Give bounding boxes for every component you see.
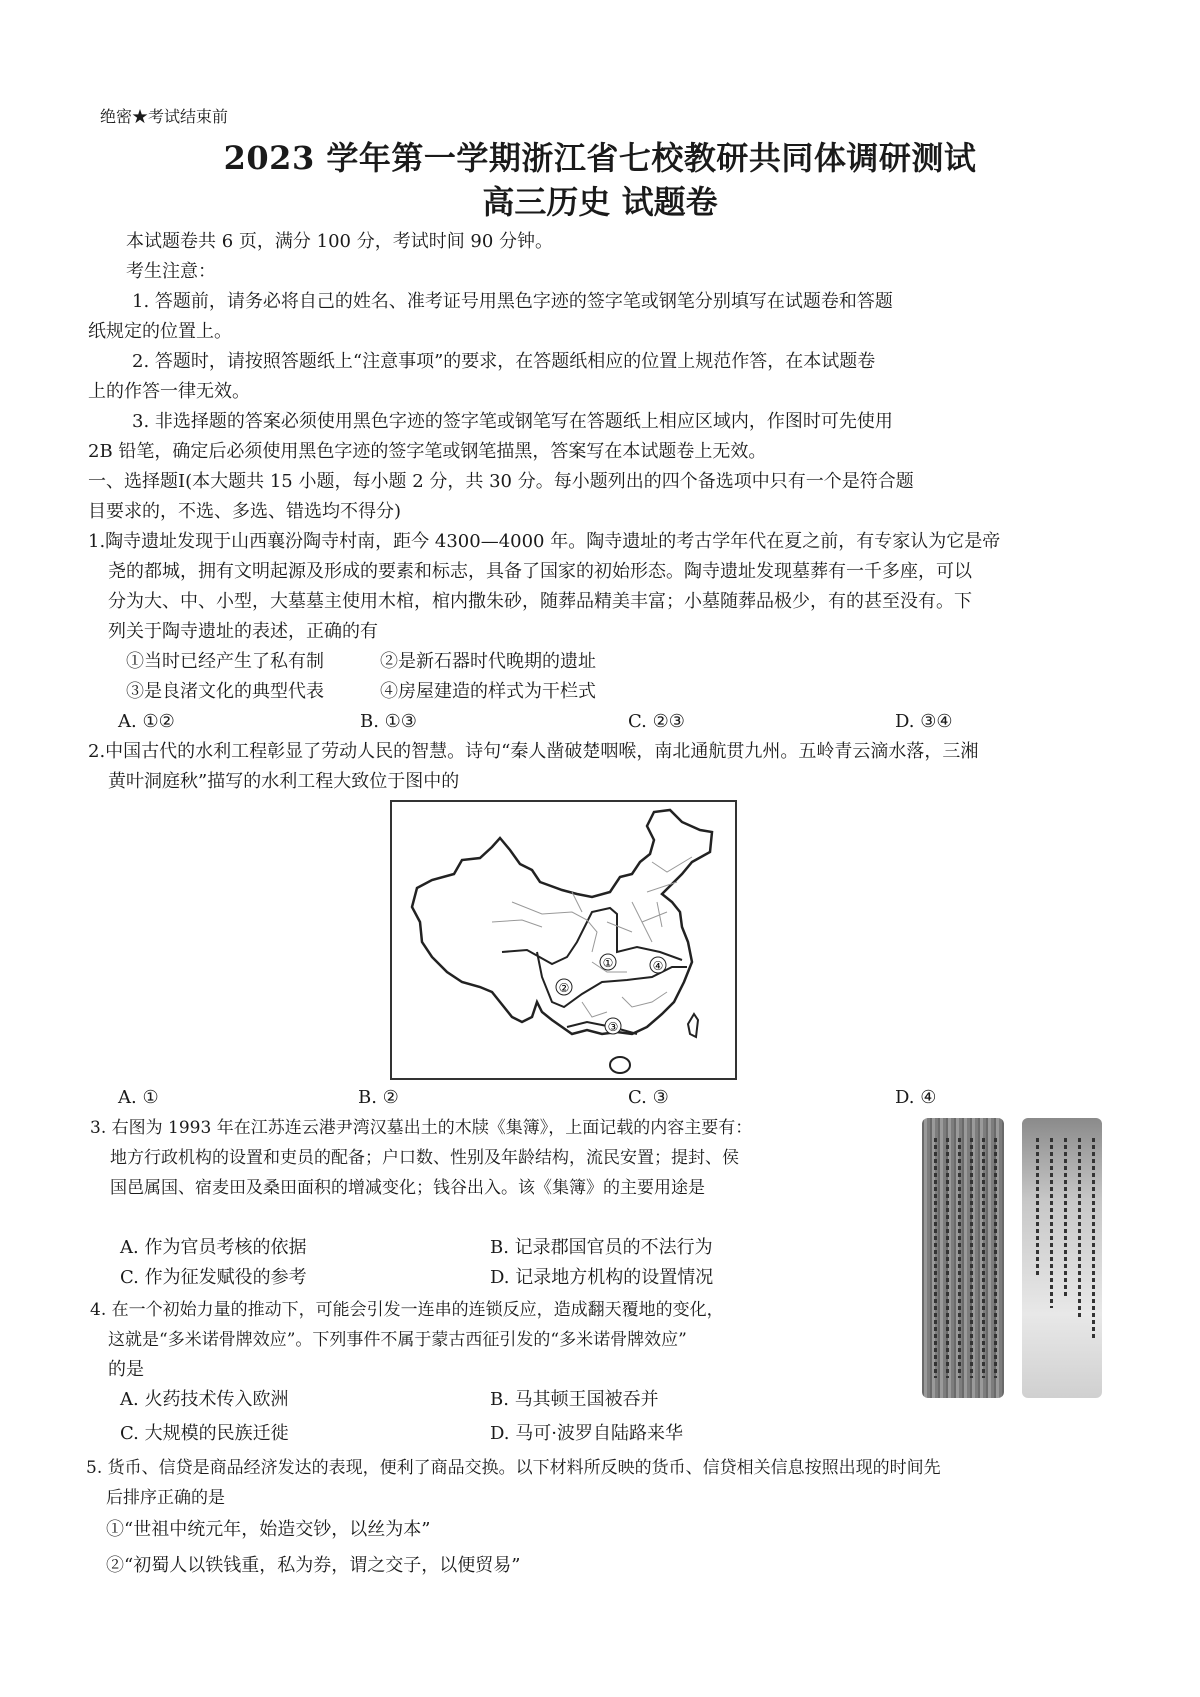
rule-2-line2: 上的作答一律无效。 — [88, 381, 250, 402]
map-label-1 — [600, 954, 616, 970]
q2-option-b[interactable]: B. ② — [358, 1087, 399, 1108]
svg-text:③: ③ — [607, 1020, 619, 1034]
section-heading-line2: 目要求的，不选、多选、错选均不得分) — [88, 501, 402, 522]
q1-stem-line4: 列关于陶寺遗址的表述，正确的有 — [108, 621, 378, 642]
rule-1-line2: 纸规定的位置上。 — [88, 321, 232, 342]
q4-option-a[interactable]: A. 火药技术传入欧洲 — [120, 1389, 289, 1410]
q4-option-d[interactable]: D. 马可·波罗自陆路来华 — [490, 1423, 683, 1444]
exam-summary: 本试题卷共 6 页，满分 100 分，考试时间 90 分钟。 — [126, 231, 554, 252]
hainan-island — [610, 1057, 630, 1073]
section-heading-line1: 一、选择题Ⅰ(本大题共 15 小题，每小题 2 分，共 30 分。每小题列出的四个备选项中只有一个是符合题 — [88, 471, 914, 492]
svg-text:④: ④ — [652, 959, 664, 973]
svg-text:②: ② — [558, 981, 570, 995]
map-label-3 — [605, 1018, 621, 1034]
q3-stem-line2: 地方行政机构的设置和吏员的配备；户口数、性别及年龄结构，流民安置；提封、侯 — [110, 1148, 739, 1168]
map-label-4 — [650, 957, 666, 973]
province-borders — [492, 857, 692, 1017]
rule-3-line1: 3. 非选择题的答案必须使用黑色字迹的签字笔或钢笔写在答题纸上相应区域内，作图时可先使用 — [132, 411, 893, 432]
map-label-2 — [556, 979, 572, 995]
rule-3-line2: 2B 铅笔，确定后必须使用黑色字迹的签字笔或钢笔描黑，答案写在本试题卷上无效。 — [88, 441, 767, 462]
q3-option-d[interactable]: D. 记录地方机构的设置情况 — [490, 1267, 714, 1288]
q1-stem-line3: 分为大、中、小型，大墓墓主使用木棺，棺内撒朱砂，随葬品精美丰富；小墓随葬品极少，有的甚至没有。下 — [108, 591, 972, 612]
q4-option-c[interactable]: C. 大规模的民族迁徙 — [120, 1423, 289, 1444]
wooden-slip-photo — [922, 1118, 1097, 1398]
q2-option-c[interactable]: C. ③ — [628, 1087, 669, 1108]
q1-statement-1: ①当时已经产生了私有制 — [126, 651, 324, 672]
q5-stem-line2: 后排序正确的是 — [106, 1488, 225, 1508]
q1-option-c[interactable]: C. ②③ — [628, 711, 685, 732]
q3-stem-line3: 国邑属国、宿麦田及桑田面积的增减变化；钱谷出入。该《集簿》的主要用途是 — [110, 1178, 705, 1198]
q3-option-c[interactable]: C. 作为征发赋役的参考 — [120, 1267, 307, 1288]
rule-1-line1: 1. 答题前，请务必将自己的姓名、准考证号用黑色字迹的签字笔或钢笔分别填写在试题卷和答题 — [132, 291, 893, 312]
q4-stem-line1: 4. 在一个初始力量的推动下，可能会引发一连串的连锁反应，造成翻天覆地的变化， — [90, 1300, 724, 1320]
taiwan-island — [688, 1014, 698, 1037]
q1-statement-4: ④房屋建造的样式为干栏式 — [380, 681, 596, 702]
exam-title: 2023 学年第一学期浙江省七校教研共同体调研测试 — [223, 139, 977, 177]
china-outline — [412, 810, 712, 1034]
q3-stem-line1: 3. 右图为 1993 年在江苏连云港尹湾汉墓出土的木牍《集簿》，上面记载的内容主要有： — [90, 1118, 753, 1138]
wooden-slip-left — [922, 1118, 1004, 1398]
q5-statement-1: ①“世祖中统元年，始造交钞，以丝为本” — [106, 1519, 431, 1540]
q1-stem-line1: 1.陶寺遗址发现于山西襄汾陶寺村南，距今 4300—4000 年。陶寺遗址的考古学年代在夏之前，有专家认为它是帝 — [88, 531, 1001, 552]
q1-option-a[interactable]: A. ①② — [118, 711, 175, 732]
wooden-slip-right — [1022, 1118, 1102, 1398]
svg-text:①: ① — [602, 956, 614, 970]
q3-option-b[interactable]: B. 记录郡国官员的不法行为 — [490, 1237, 713, 1258]
china-map — [390, 800, 737, 1080]
q5-stem-line1: 5. 货币、信贷是商品经济发达的表现，便利了商品交换。以下材料所反映的货币、信贷相关信息按照出现的时间先 — [86, 1458, 941, 1478]
q1-stem-line2: 尧的都城，拥有文明起源及形成的要素和标志，具备了国家的初始形态。陶寺遗址发现墓葬有一千多座，可以 — [108, 561, 972, 582]
q4-option-b[interactable]: B. 马其顿王国被吞并 — [490, 1389, 659, 1410]
q1-statement-3: ③是良渚文化的典型代表 — [126, 681, 324, 702]
rule-2-line1: 2. 答题时，请按照答题纸上“注意事项”的要求，在答题纸相应的位置上规范作答，在本试题卷 — [132, 351, 876, 372]
q4-stem-line2: 这就是“多米诺骨牌效应”。下列事件不属于蒙古西征引发的“多米诺骨牌效应” — [108, 1330, 687, 1350]
q2-stem-line1: 2.中国古代的水利工程彰显了劳动人民的智慧。诗句“秦人凿破楚咽喉，南北通航贯九州。五岭青云滴水落，三湘 — [88, 741, 979, 762]
q2-stem-line2: 黄叶洞庭秋”描写的水利工程大致位于图中的 — [108, 771, 460, 792]
q3-option-a[interactable]: A. 作为官员考核的依据 — [120, 1237, 307, 1258]
q2-option-a[interactable]: A. ① — [118, 1087, 159, 1108]
secret-mark: 绝密★考试结束前 — [100, 107, 229, 126]
notice-label: 考生注意： — [126, 261, 216, 282]
q5-statement-2: ②“初蜀人以铁钱重，私为券，谓之交子，以便贸易” — [106, 1555, 521, 1576]
exam-subtitle: 高三历史 试题卷 — [482, 183, 718, 221]
q4-stem-line3: 的是 — [108, 1359, 144, 1380]
q1-option-d[interactable]: D. ③④ — [895, 711, 953, 732]
q2-option-d[interactable]: D. ④ — [895, 1087, 937, 1108]
q1-option-b[interactable]: B. ①③ — [360, 711, 417, 732]
q1-statement-2: ②是新石器时代晚期的遗址 — [380, 651, 596, 672]
